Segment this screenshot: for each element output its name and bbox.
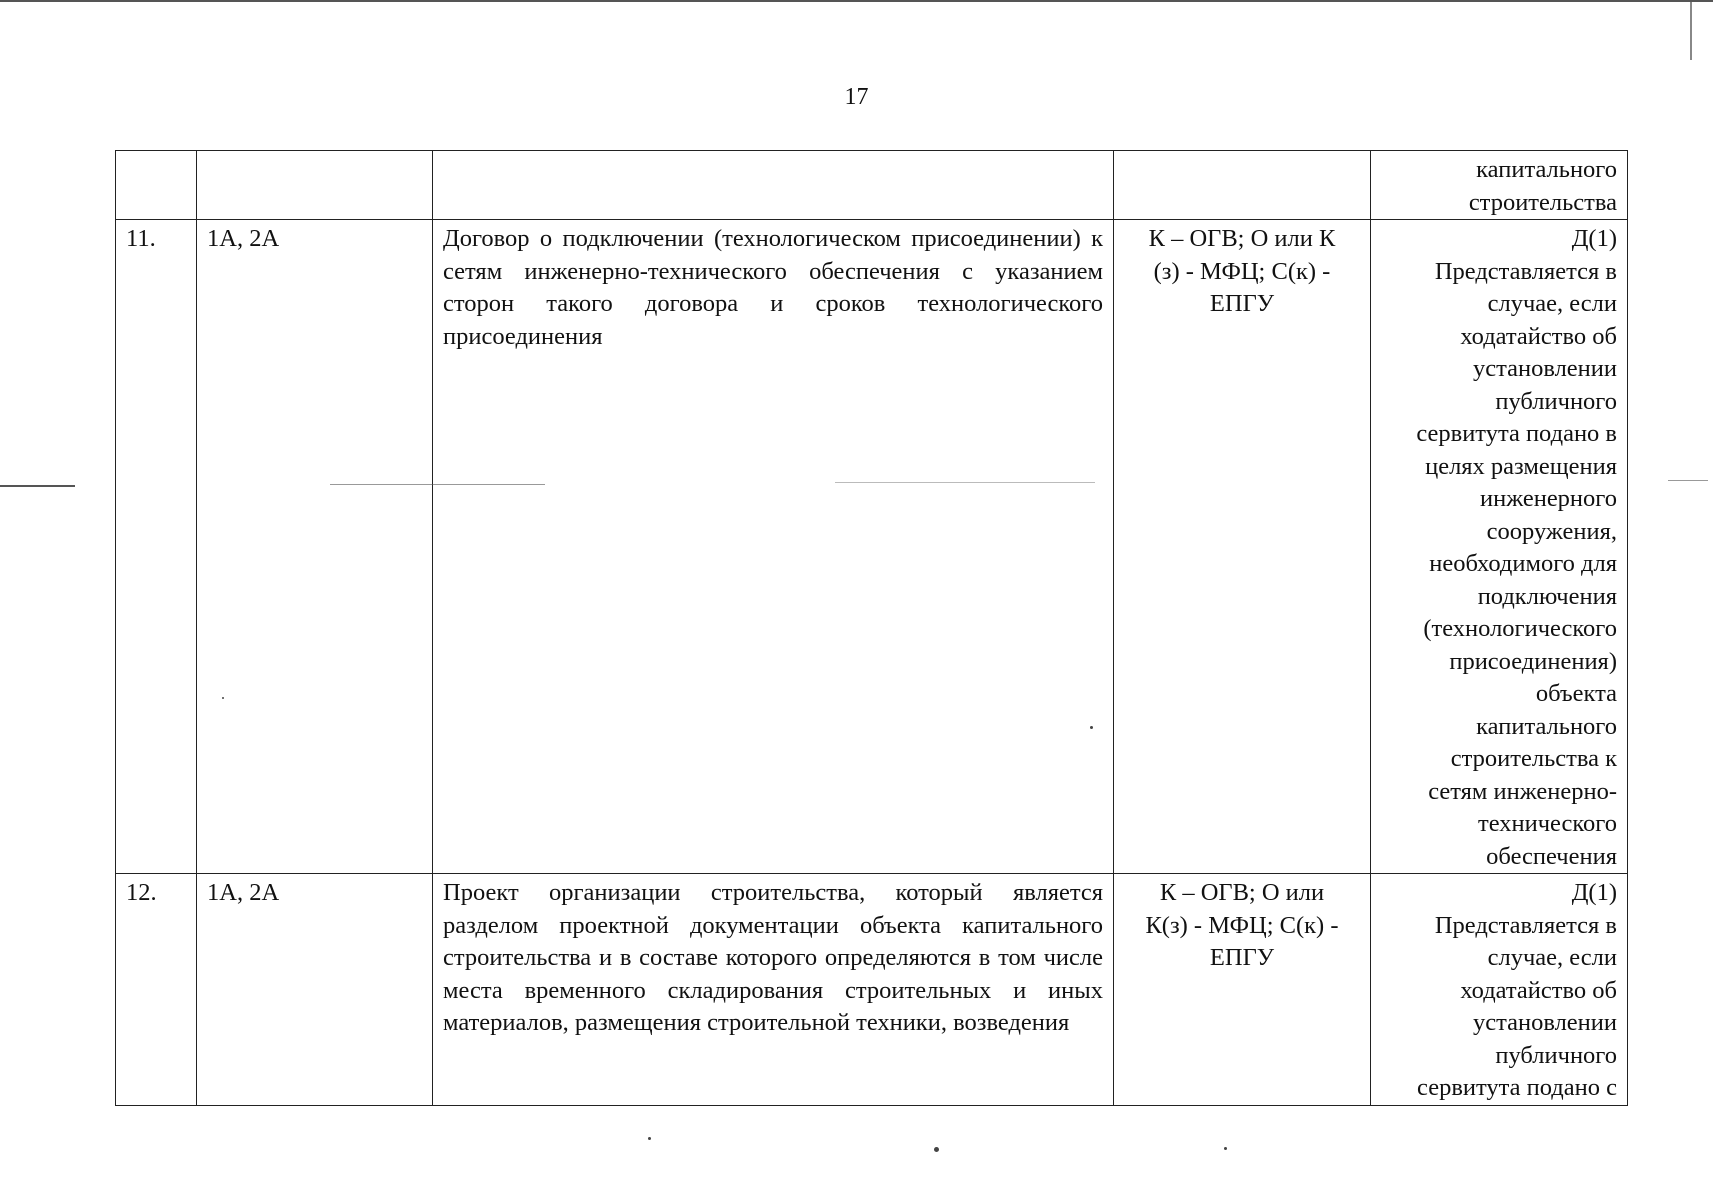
note-line: ходатайство об: [1460, 976, 1617, 1004]
note-line: установлении: [1472, 1009, 1617, 1036]
note-line: обеспечения: [1486, 842, 1617, 870]
note-line: случае, если: [1487, 944, 1617, 971]
submission-line: ЕПГУ: [1209, 944, 1275, 971]
table-row: [116, 220, 1628, 874]
row-number-cell: [116, 151, 197, 220]
note-line: строительства к: [1450, 745, 1617, 772]
applicant-code-cell: 1А, 2А: [197, 220, 433, 874]
note-cell: [1371, 220, 1628, 874]
table-row-continuation: [116, 151, 1628, 220]
submission-method-cell: [1114, 874, 1371, 1106]
note-line: объекта: [1535, 680, 1617, 707]
note-line: строительства: [1468, 188, 1617, 216]
note-line: сервитута подано с: [1417, 1074, 1617, 1101]
page-number: 17: [844, 84, 869, 110]
submission-method-cell: [1114, 151, 1371, 220]
submission-line: К(з) - МФЦ; С(к) -: [1145, 911, 1339, 939]
table-row: [116, 874, 1628, 1106]
note-cell: [1371, 874, 1628, 1106]
applicant-code-cell: 1А, 2А: [197, 874, 433, 1106]
submission-line: ЕПГУ: [1209, 290, 1275, 317]
note-line: инженерного: [1480, 485, 1617, 512]
document-description-cell: Проект организации строительства, который является разделом проектной документации объекта капитального строительства и в составе которого определяются в том числе места временного складирования строительных и иных материалов, размещения строительной техники, возведения: [433, 874, 1114, 1106]
note-line: Д(1): [1571, 879, 1617, 906]
submission-method-cell: [1114, 220, 1371, 874]
submission-line: (з) - МФЦ; С(к) -: [1153, 257, 1331, 285]
note-line: ходатайство об: [1460, 322, 1617, 350]
note-line: публичного: [1495, 1041, 1617, 1069]
scan-artifact-line: [1690, 0, 1692, 60]
note-line: случае, если: [1487, 290, 1617, 317]
submission-line: К – ОГВ; О или К: [1148, 225, 1336, 252]
note-line: установлении: [1472, 355, 1617, 382]
note-line: (технологического: [1423, 615, 1617, 642]
scan-artifact-line: [835, 482, 1095, 483]
row-number-cell: 11.: [116, 220, 197, 874]
note-cell: [1371, 151, 1628, 220]
note-line: сервитута подано в: [1416, 420, 1617, 447]
note-line: сетям инженерно-: [1428, 777, 1617, 805]
scan-artifact-line: [0, 485, 75, 487]
scan-artifact-line: [330, 484, 545, 485]
note-line: Представляется в: [1434, 911, 1617, 939]
note-line: целях размещения: [1425, 452, 1617, 480]
row-number-cell: 12.: [116, 874, 197, 1106]
submission-line: К – ОГВ; О или: [1159, 879, 1325, 906]
scan-artifact-dot: [1090, 726, 1093, 729]
note-line: публичного: [1495, 387, 1617, 415]
note-line: капитального: [1476, 156, 1617, 183]
note-line: подключения: [1477, 582, 1617, 610]
note-line: необходимого для: [1429, 550, 1617, 577]
note-line: сооружения,: [1486, 517, 1617, 545]
document-description-cell: [433, 151, 1114, 220]
requirements-table: [115, 150, 1628, 1106]
applicant-code-cell: [197, 151, 433, 220]
page-top-border: [0, 0, 1713, 2]
note-line: присоединения): [1449, 647, 1617, 675]
scan-artifact-dot: [648, 1137, 651, 1140]
document-description-cell: Договор о подключении (технологическом присоединении) к сетям инженерно-технического обеспечения с указанием сторон такого договора и сроков технологического присоединения: [433, 220, 1114, 874]
scan-artifact-dot: [934, 1147, 939, 1152]
note-line: Д(1): [1571, 225, 1617, 252]
note-line: Представляется в: [1434, 257, 1617, 285]
note-line: капитального: [1476, 712, 1617, 740]
note-line: технического: [1477, 810, 1617, 837]
scan-artifact-dot: [1224, 1147, 1227, 1150]
scan-artifact-dot: [222, 697, 224, 699]
scan-artifact-line: [1668, 480, 1708, 481]
